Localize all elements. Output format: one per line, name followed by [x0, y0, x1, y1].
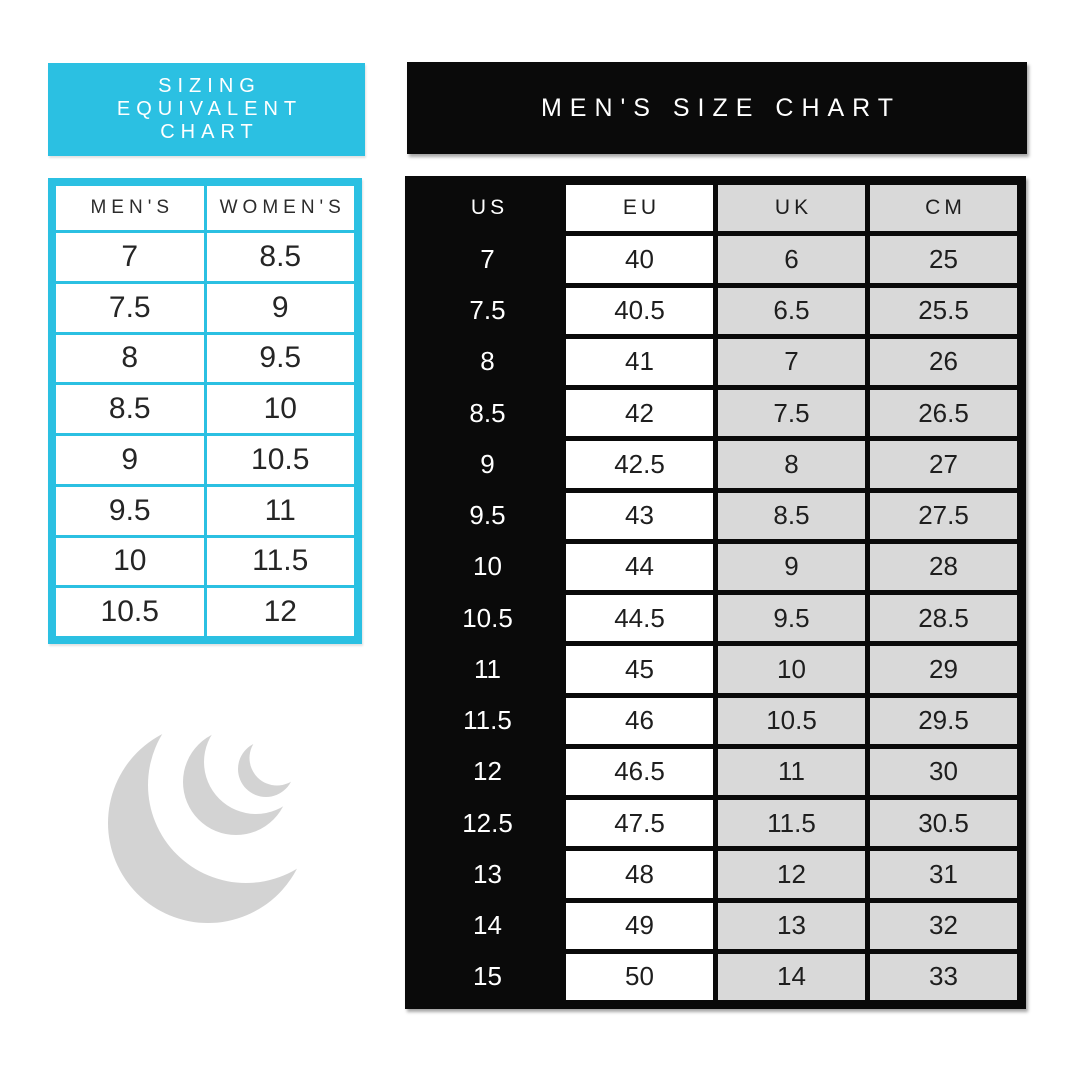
size-value-cell: 9.5 [414, 493, 561, 539]
size-value-cell: 12 [207, 588, 355, 636]
size-value-cell: 48 [566, 851, 713, 897]
size-value-cell: 25.5 [870, 288, 1017, 334]
mens-size-chart-title-text: MEN'S SIZE CHART [540, 93, 902, 122]
size-value-cell: 9 [56, 436, 204, 484]
size-value-cell: 50 [566, 954, 713, 1000]
size-value-cell: 7 [414, 236, 561, 282]
crescent-moons-logo [100, 712, 320, 974]
size-value-cell: 8.5 [207, 233, 355, 281]
size-value-cell: 8.5 [718, 493, 865, 539]
title-line-3: CHART [160, 121, 259, 143]
size-value-cell: 12 [718, 851, 865, 897]
crescent-moons-icon [100, 712, 320, 974]
size-value-cell: 11.5 [414, 698, 561, 744]
size-value-cell: 10.5 [56, 588, 204, 636]
size-value-cell: 8 [718, 441, 865, 487]
size-value-cell: 9 [207, 284, 355, 332]
size-value-cell: 44 [566, 544, 713, 590]
size-value-cell: 42.5 [566, 441, 713, 487]
size-value-cell: 32 [870, 903, 1017, 949]
mens-size-chart-table [405, 176, 1026, 1009]
size-value-cell: 11 [207, 487, 355, 535]
size-value-cell: 11.5 [207, 538, 355, 586]
size-value-cell: 9.5 [718, 595, 865, 641]
size-value-cell: 29 [870, 646, 1017, 692]
size-value-cell: 14 [414, 903, 561, 949]
size-value-cell: 40 [566, 236, 713, 282]
size-value-cell: 28.5 [870, 595, 1017, 641]
size-value-cell: 10.5 [414, 595, 561, 641]
size-value-cell: 6 [718, 236, 865, 282]
size-value-cell: 9 [718, 544, 865, 590]
size-value-cell: 25 [870, 236, 1017, 282]
size-value-cell: 11 [414, 646, 561, 692]
size-value-cell: 11 [718, 749, 865, 795]
size-value-cell: 8.5 [414, 390, 561, 436]
column-header-uk: UK [718, 185, 865, 231]
size-value-cell: 49 [566, 903, 713, 949]
size-value-cell: 46.5 [566, 749, 713, 795]
size-value-cell: 10 [207, 385, 355, 433]
column-header-eu: EU [566, 185, 713, 231]
size-value-cell: 27.5 [870, 493, 1017, 539]
size-value-cell: 44.5 [566, 595, 713, 641]
size-value-cell: 6.5 [718, 288, 865, 334]
size-value-cell: 8 [414, 339, 561, 385]
sizing-equivalent-title [48, 63, 365, 156]
size-value-cell: 11.5 [718, 800, 865, 846]
title-line-2: EQUIVALENT [116, 98, 303, 120]
size-value-cell: 10 [718, 646, 865, 692]
size-value-cell: 7.5 [718, 390, 865, 436]
size-value-cell: 12 [414, 749, 561, 795]
size-value-cell: 8.5 [56, 385, 204, 433]
size-value-cell: 41 [566, 339, 713, 385]
size-value-cell: 43 [566, 493, 713, 539]
column-header-womens: WOMEN'S [207, 186, 355, 230]
size-value-cell: 7 [56, 233, 204, 281]
size-value-cell: 8 [56, 335, 204, 383]
size-value-cell: 10 [414, 544, 561, 590]
size-value-cell: 46 [566, 698, 713, 744]
size-value-cell: 42 [566, 390, 713, 436]
column-header-cm: CM [870, 185, 1017, 231]
sizing-equivalent-table [48, 178, 362, 644]
size-value-cell: 13 [718, 903, 865, 949]
size-value-cell: 15 [414, 954, 561, 1000]
size-value-cell: 27 [870, 441, 1017, 487]
column-header-mens: MEN'S [56, 186, 204, 230]
size-value-cell: 7.5 [56, 284, 204, 332]
size-value-cell: 7.5 [414, 288, 561, 334]
column-header-us: US [414, 185, 561, 231]
size-value-cell: 26.5 [870, 390, 1017, 436]
size-value-cell: 40.5 [566, 288, 713, 334]
size-value-cell: 30.5 [870, 800, 1017, 846]
mens-size-chart-title [407, 62, 1027, 154]
size-value-cell: 26 [870, 339, 1017, 385]
size-value-cell: 29.5 [870, 698, 1017, 744]
size-value-cell: 7 [718, 339, 865, 385]
size-value-cell: 33 [870, 954, 1017, 1000]
size-value-cell: 9.5 [207, 335, 355, 383]
size-value-cell: 9.5 [56, 487, 204, 535]
size-value-cell: 12.5 [414, 800, 561, 846]
size-value-cell: 45 [566, 646, 713, 692]
size-value-cell: 13 [414, 851, 561, 897]
size-value-cell: 10.5 [207, 436, 355, 484]
size-value-cell: 47.5 [566, 800, 713, 846]
size-value-cell: 10 [56, 538, 204, 586]
size-value-cell: 30 [870, 749, 1017, 795]
size-value-cell: 31 [870, 851, 1017, 897]
size-value-cell: 28 [870, 544, 1017, 590]
size-value-cell: 10.5 [718, 698, 865, 744]
size-value-cell: 9 [414, 441, 561, 487]
title-line-1: SIZING [158, 75, 261, 97]
size-value-cell: 14 [718, 954, 865, 1000]
